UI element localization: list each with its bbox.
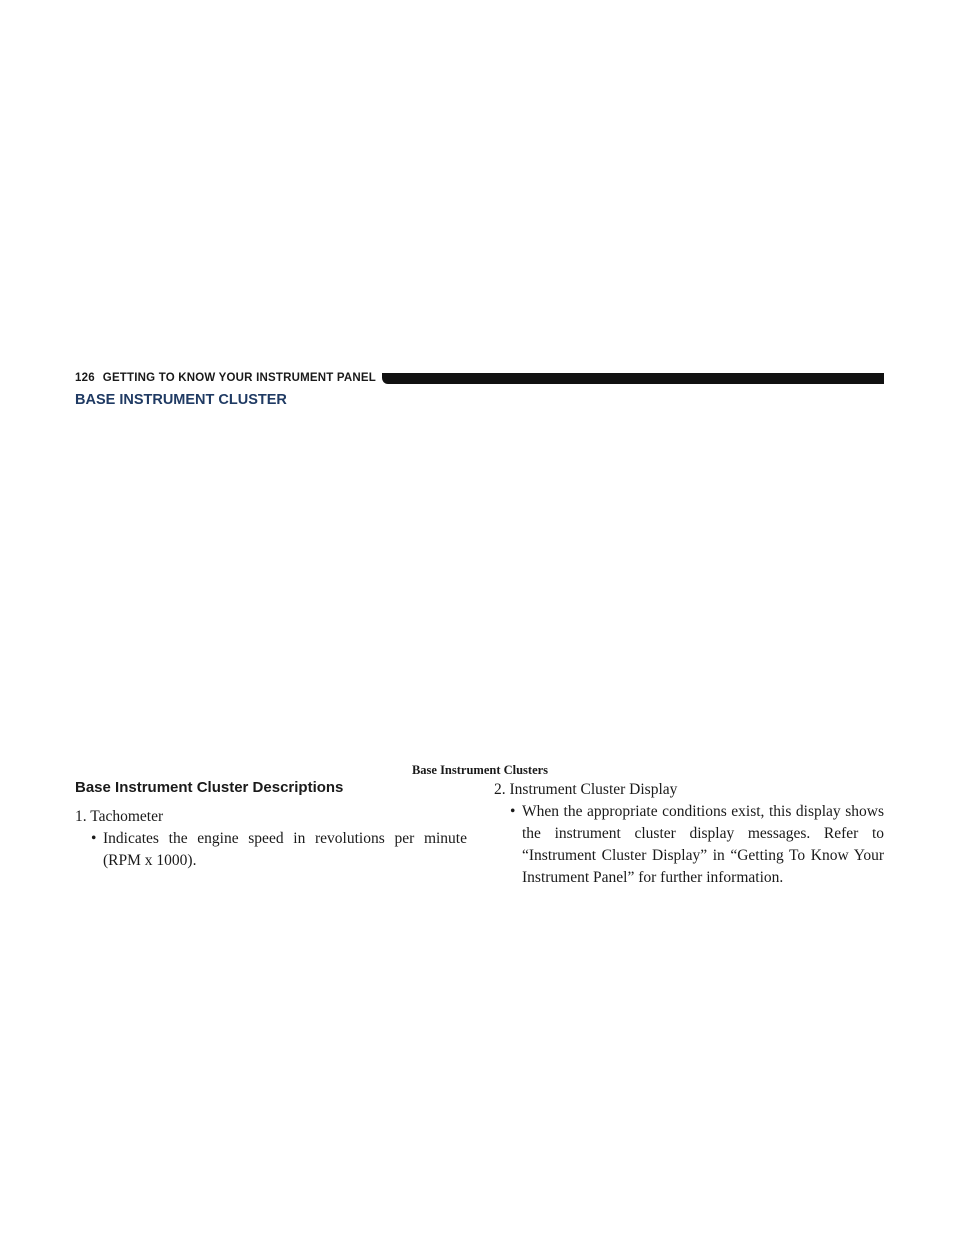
section-title: GETTING TO KNOW YOUR INSTRUMENT PANEL: [102, 372, 376, 384]
instrument-cluster-figure: [75, 420, 884, 755]
description-item-2: [494, 779, 884, 889]
description-item-1: [75, 806, 467, 872]
item-bullet-text: When the appropriate conditions exist, this display shows the instrument cluster display messages. Refer to “Instrument Cluster Display” in “Getting To Know Your Instrument Panel” for further information.: [522, 803, 884, 886]
item-bullet: [494, 801, 884, 889]
item-bullet-text: Indicates the engine speed in revolutions per minute (RPM x 1000).: [103, 830, 467, 869]
item-title: 1. Tachometer: [75, 808, 164, 825]
descriptions-heading: Base Instrument Cluster Descriptions: [75, 779, 344, 796]
page-title: BASE INSTRUMENT CLUSTER: [75, 392, 287, 408]
item-bullet: [75, 828, 467, 872]
header-rule: [382, 373, 884, 384]
bullet-icon: •: [510, 803, 516, 820]
bullet-icon: •: [91, 830, 97, 847]
item-title: 2. Instrument Cluster Display: [494, 781, 678, 798]
page-header: [75, 370, 884, 386]
figure-caption: Base Instrument Clusters: [411, 763, 549, 777]
page-number: 126: [75, 372, 95, 384]
